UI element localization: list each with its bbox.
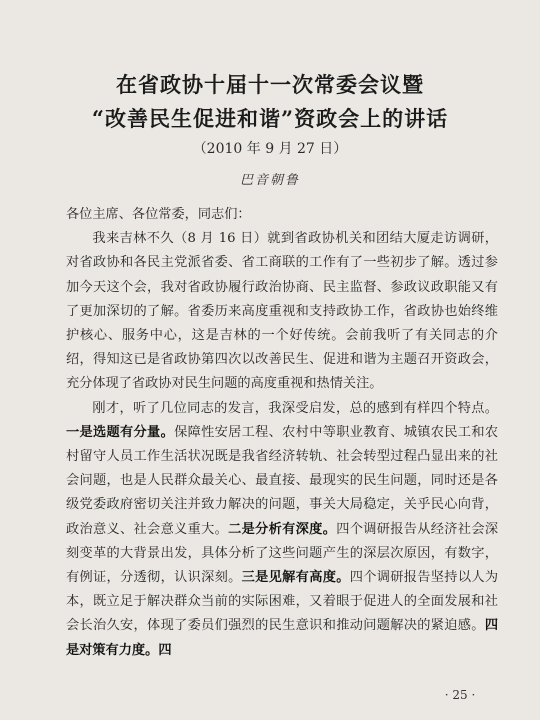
point-1-text: 保障性安居工程、农村中等职业教育、城镇农民工和农村留守人员工作生活状况既是我省经济转轨、社会转型过程凸显出来的社会问题，也是人民群众最关心、最直接、最现实的民生问题，同时还是各级党委政府密切关注并致力解决的问题，事关大局稳定，关乎民心向背，政治意义、社会意义重大。	[66, 424, 499, 537]
speech-date: （2010 年 9 月 27 日）	[192, 141, 348, 157]
title-line-1: 在省政协十届十一次常委会议暨	[116, 72, 424, 97]
salutation: 各位主席、各位常委，同志们：	[66, 207, 251, 222]
paragraph-2	[66, 397, 498, 663]
point-2-text: 四个调研报告从经济社会深刻变革的大背景出发，具体分析了这些问题产生的深层次原因，有数字，有例证，分透彻，认识深刻。	[66, 521, 499, 586]
paragraph-1: 我来吉林不久（8 月 16 日）就到省政协机关和团结大厦走访调研，对省政协和各民主党派省委、省工商联的工作有了一些初步了解。透过参加今天这个会，我对省政协履行政治协商、民主监督、参政议政职能又有了更加深切的了解。省委历来高度重视和支持政协工作，省政协也始终维护核心、服务中心，这是吉林的一个好传统。会前我听了有关同志的介绍，得知这已是省政协第四次以改善民生、促进和谐为主题召开资政会，充分体现了省政协对民生问题的高度重视和热情关注。	[66, 231, 498, 392]
author-name: 巴音朝鲁	[239, 173, 300, 188]
point-3-heading: 三是见解有高度。	[241, 570, 350, 586]
point-1-heading: 一是选题有分量。	[66, 424, 175, 440]
page-number: · 25 ·	[444, 688, 476, 702]
point-4-continued: 四	[158, 642, 172, 658]
paragraph-2-intro: 刚才，听了几位同志的发言，我深受启发，总的感到有样四个特点。	[92, 400, 498, 416]
point-4-heading: 四是对策有力度。	[66, 618, 498, 658]
article-body	[66, 203, 498, 663]
point-2-heading: 二是分析有深度。	[228, 521, 337, 537]
title-line-2: “改善民生促进和谐”资政会上的讲话	[91, 106, 449, 131]
point-3-text: 四个调研报告坚持以人为本，既立足于解决群众当前的实际困难，又着眼于促进人的全面发展和社会长治久安，体现了委员们强烈的民生意识和推动问题解决的紧迫感。	[66, 570, 499, 634]
